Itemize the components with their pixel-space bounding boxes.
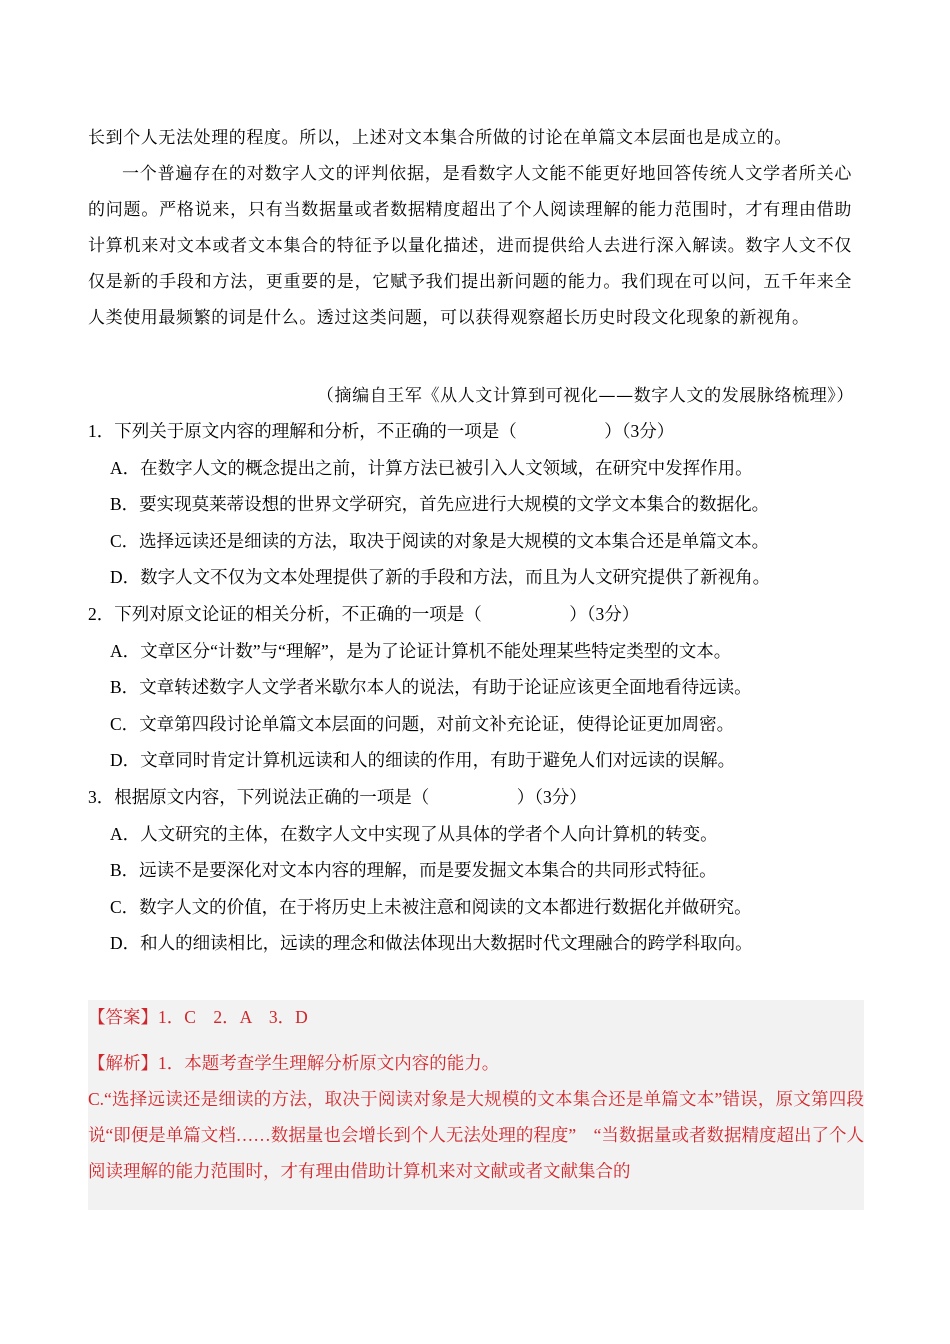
answer-label: 【答案】: [88, 1007, 158, 1027]
question-stem: 1．下列关于原文内容的理解和分析，不正确的一项是（ ）（3分）: [88, 421, 675, 441]
option-c: C．选择远读还是细读的方法，取决于阅读的对象是大规模的文本集合还是单篇文本。: [110, 530, 770, 551]
option-a: A．在数字人文的概念提出之前，计算方法已被引入人文领域，在研究中发挥作用。: [110, 457, 753, 478]
analysis-body: C.“选择远读还是细读的方法，取决于阅读对象是大规模的文本集合还是单篇文本”错误，原文第四段说“即便是单篇文档……数据量也会增长到个人无法处理的程度” “当数据量或者数据精度超出了个人阅读理解的能力范围时，才有理由借助计算机来对文献或者文献集合的: [88, 1089, 864, 1181]
option-b: B．远读不是要深化对文本内容的理解，而是要发掘文本集合的共同形式特征。: [110, 860, 717, 880]
question-stem: 3．根据原文内容，下列说法正确的一项是（ ）（3分）: [88, 787, 587, 807]
analysis-label: 【解析】: [88, 1053, 158, 1073]
answer-text: 1．C 2．A 3．D: [158, 1007, 308, 1027]
passage-paragraph: 一个普遍存在的对数字人文的评判依据，是看数字人文能不能更好地回答传统人文学者所关心的问题。严格说来，只有当数据量或者数据精度超出了个人阅读理解的能力范围时，才有理由借助计算机来对文本或者文本集合的特征予以量化描述，进而提供给人去进行深入解读。数字人文不仅仅是新的手段和方法，更重要的是，它赋予我们提出新问题的能力。我们现在可以问，五千年来全人类使用最频繁的词是什么。透过这类问题，可以获得观察超长历史时段文化现象的新视角。: [88, 164, 852, 328]
option-b: B．文章转述数字人文学者米歇尔本人的说法，有助于论证应该更全面地看待远读。: [110, 677, 752, 697]
question-2: [88, 596, 858, 779]
option-d: D．数字人文不仅为文本处理提供了新的手段和方法，而且为人文研究提供了新视角。: [110, 567, 771, 587]
option-d: D．文章同时肯定计算机远读和人的细读的作用，有助于避免人们对远读的误解。: [110, 750, 736, 770]
passage-line: 长到个人无法处理的程度。所以，上述对文本集合所做的讨论在单篇文本层面也是成立的。: [88, 128, 792, 148]
option-c: C．数字人文的价值，在于将历史上未被注意和阅读的文本都进行数据化并做研究。: [110, 896, 752, 917]
analysis-heading: [88, 1045, 499, 1081]
question-3: [88, 779, 858, 962]
option-d: D．和人的细读相比，远读的理念和做法体现出大数据时代文理融合的跨学科取向。: [110, 933, 753, 953]
option-c: C．文章第四段讨论单篇文本层面的问题，对前文补充论证，使得论证更加周密。: [110, 713, 735, 734]
option-b: B．要实现莫莱蒂设想的世界文学研究，首先应进行大规模的文学文本集合的数据化。: [110, 494, 770, 514]
option-a: A．人文研究的主体，在数字人文中实现了从具体的学者个人向计算机的转变。: [110, 823, 718, 844]
option-a: A．文章区分“计数”与“理解”，是为了论证计算机不能处理某些特定类型的文本。: [110, 640, 732, 661]
answer-line: [88, 1002, 308, 1032]
passage-source: （摘编自王军《从人文计算到可视化——数字人文的发展脉络梳理》）: [316, 386, 854, 406]
question-1: [88, 413, 858, 596]
analysis-intro: 1．本题考查学生理解分析原文内容的能力。: [158, 1053, 500, 1073]
question-stem: 2．下列对原文论证的相关分析，不正确的一项是（ ）（3分）: [88, 604, 640, 624]
